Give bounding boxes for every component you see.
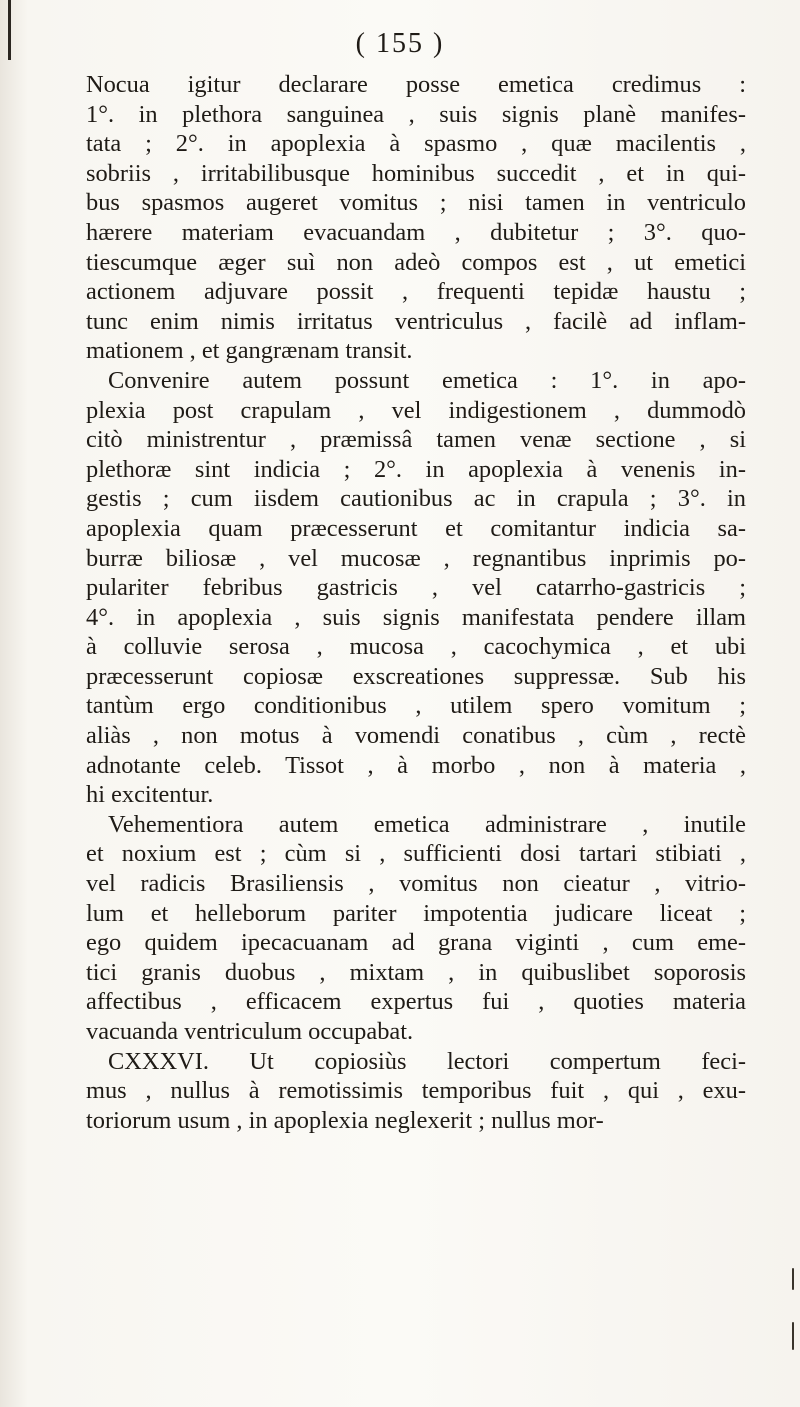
text-line: aliàs , non motus à vomendi conatibus , cùm , rectè bbox=[86, 722, 746, 750]
text-line: lum et helleborum pariter impotentia judicare liceat ; bbox=[86, 899, 746, 927]
body-text bbox=[86, 70, 746, 1135]
text-line: ego quidem ipecacuanam ad grana viginti , cum eme- bbox=[86, 929, 746, 957]
text-line: tantùm ergo conditionibus , utilem spero vomitum ; bbox=[86, 692, 746, 720]
margin-mark bbox=[792, 1322, 794, 1350]
text-line: citò ministrentur , præmissâ tamen venæ sectione , si bbox=[86, 426, 746, 454]
text-line: tiescumque æger suì non adeò compos est , ut emetici bbox=[86, 248, 746, 276]
text-line: bus spasmos augeret vomitus ; nisi tamen in ventriculo bbox=[86, 189, 746, 217]
text-line: mationem , et gangrænam transit. bbox=[86, 337, 413, 365]
text-line: 4°. in apoplexia , suis signis manifestata pendere illam bbox=[86, 603, 746, 631]
text-line: præcesserunt copiosæ exscreationes suppressæ. Sub his bbox=[86, 662, 746, 690]
text-line: actionem adjuvare possit , frequenti tepidæ haustu ; bbox=[86, 278, 746, 306]
text-line: 1°. in plethora sanguinea , suis signis planè manifes- bbox=[86, 100, 746, 128]
text-line: mus , nullus à remotissimis temporibus fuit , qui , exu- bbox=[86, 1077, 746, 1105]
text-line: hærere materiam evacuandam , dubitetur ; 3°. quo- bbox=[86, 218, 746, 246]
text-line: tata ; 2°. in apoplexia à spasmo , quæ macilentis , bbox=[86, 130, 746, 158]
text-line: Nocua igitur declarare posse emetica credimus : bbox=[86, 71, 746, 98]
text-line: plethoræ sint indicia ; 2°. in apoplexia à venenis in- bbox=[86, 455, 746, 483]
text-line: Vehementiora autem emetica administrare , inutile bbox=[108, 810, 746, 838]
text-line: gestis ; cum iisdem cautionibus ac in crapula ; 3°. in bbox=[86, 485, 746, 513]
text-line: affectibus , efficacem expertus fui , quoties materia bbox=[86, 988, 746, 1016]
text-line: vacuanda ventriculum occupabat. bbox=[86, 1018, 414, 1045]
text-line: adnotante celeb. Tissot , à morbo , non à materia , bbox=[86, 751, 746, 779]
text-line: burræ biliosæ , vel mucosæ , regnantibus inprimis po- bbox=[86, 544, 746, 572]
text-line: sobriis , irritabilibusque hominibus succedit , et in qui- bbox=[86, 159, 746, 187]
text-line: apoplexia quam præcesserunt et comitantur indicia sa- bbox=[86, 514, 746, 542]
text-line: tunc enim nimis irritatus ventriculus , facilè ad inflam- bbox=[86, 307, 746, 335]
text-line: et noxium est ; cùm si , sufficienti dosi tartari stibiati , bbox=[86, 840, 746, 868]
text-line: hi excitentur. bbox=[86, 781, 214, 809]
text-line: plexia post crapulam , vel indigestionem , dummodò bbox=[86, 396, 746, 424]
text-line: tici granis duobus , mixtam , in quibuslibet soporosis bbox=[86, 958, 746, 986]
text-line: Convenire autem possunt emetica : 1°. in apo- bbox=[108, 366, 746, 394]
text-line: à colluvie serosa , mucosa , cacochymica , et ubi bbox=[86, 633, 746, 661]
text-line: vel radicis Brasiliensis , vomitus non cieatur , vitrio- bbox=[86, 870, 746, 898]
text-line: toriorum usum , in apoplexia neglexerit ; nullus mor- bbox=[86, 1106, 604, 1134]
margin-mark bbox=[792, 1268, 794, 1290]
page-number-header: ( 155 ) bbox=[355, 28, 445, 59]
text-line: CXXXVI. Ut copiosiùs lectori compertum feci- bbox=[108, 1047, 746, 1075]
text-line: pulariter febribus gastricis , vel catarrho-gastricis ; bbox=[86, 574, 746, 602]
